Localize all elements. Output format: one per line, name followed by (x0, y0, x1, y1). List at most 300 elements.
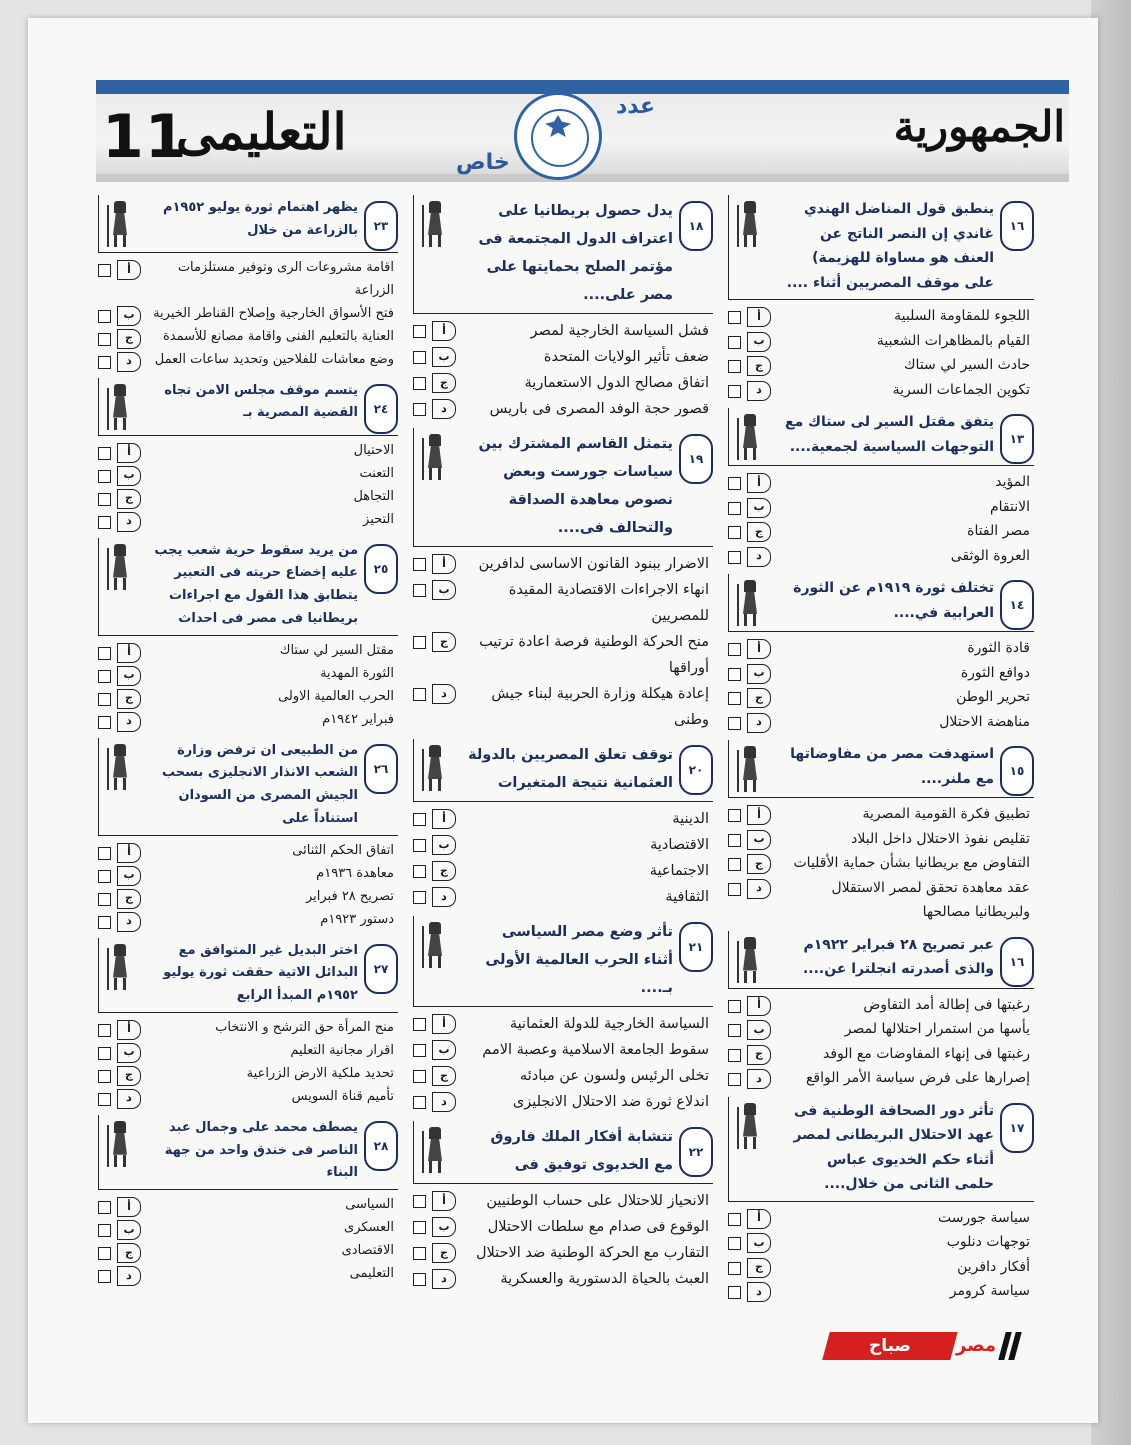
option-text: اتفاق الحكم الثنائى (292, 842, 394, 858)
question-stem-box (728, 1097, 1034, 1202)
answer-option[interactable] (98, 663, 398, 686)
option-letter: د (432, 684, 456, 704)
option-letter: ج (432, 861, 456, 881)
checkbox[interactable] (98, 1070, 111, 1083)
option-text: تطبيق فكرة القومية المصرية (862, 806, 1030, 822)
answer-option[interactable] (98, 1017, 398, 1040)
answer-option[interactable] (413, 1011, 713, 1037)
question-number-badge: ٢٦ (364, 744, 398, 794)
checkbox[interactable] (98, 1270, 111, 1283)
option-letter: ب (117, 1220, 141, 1240)
option-letter: ج (117, 329, 141, 349)
option-text: الاقتصادى (341, 1243, 394, 1258)
checkbox[interactable] (413, 1273, 426, 1286)
answer-option[interactable] (98, 1194, 398, 1217)
checkbox[interactable] (413, 1018, 426, 1031)
question-block (728, 574, 1034, 736)
answer-option[interactable] (98, 1040, 398, 1063)
checkbox[interactable] (728, 526, 741, 539)
checkbox[interactable] (98, 516, 111, 529)
question-stem-box (413, 428, 713, 547)
option-letter: أ (747, 996, 771, 1016)
answer-option[interactable] (728, 636, 1034, 661)
question-stem-box (98, 1115, 398, 1190)
checkbox[interactable] (98, 470, 111, 483)
option-letter: د (432, 1269, 456, 1289)
supplement-title: التعليمى (176, 102, 347, 161)
question-text: يتسم موقف مجلس الامن تجاه القضية المصرية بـ (164, 382, 358, 421)
option-letter: أ (747, 307, 771, 327)
issue-number: 11 (102, 102, 188, 172)
answer-option[interactable] (413, 1063, 713, 1089)
option-text: تأميم قناة السويس (291, 1088, 394, 1104)
question-stem-box (98, 195, 398, 253)
answer-option[interactable] (413, 1188, 713, 1214)
answer-option[interactable] (413, 681, 713, 733)
option-letter: ب (432, 580, 456, 600)
answer-option[interactable] (728, 544, 1034, 569)
option-text: اتفاق مصالح الدول الاستعمارية (524, 375, 709, 391)
answer-option[interactable] (728, 993, 1034, 1018)
question-stem-box (98, 938, 398, 1013)
answer-option[interactable] (413, 884, 713, 910)
checkbox[interactable] (728, 1024, 741, 1037)
answer-option[interactable] (98, 463, 398, 486)
question-block (728, 195, 1034, 404)
answer-option[interactable] (728, 353, 1034, 378)
checkbox[interactable] (98, 670, 111, 683)
option-letter: د (747, 1282, 771, 1302)
checkbox[interactable] (413, 584, 426, 597)
option-letter: ج (747, 854, 771, 874)
answer-option[interactable] (728, 1279, 1034, 1304)
checkbox[interactable] (728, 883, 741, 896)
answer-option[interactable] (728, 495, 1034, 520)
answer-option[interactable] (728, 329, 1034, 354)
question-stem-box (728, 195, 1034, 300)
checkbox[interactable] (728, 668, 741, 681)
checkbox[interactable] (413, 813, 426, 826)
checkbox[interactable] (728, 1286, 741, 1299)
option-text: التقارب مع الحركة الوطنية ضد الاحتلال (476, 1245, 709, 1261)
checkbox[interactable] (98, 916, 111, 929)
answer-option[interactable] (98, 640, 398, 663)
question-block (98, 1115, 398, 1288)
option-letter: ب (747, 1233, 771, 1253)
pharaoh-figure-icon (735, 201, 765, 247)
option-text: أفكار دافرين (957, 1258, 1030, 1275)
option-letter: ج (747, 522, 771, 542)
checkbox[interactable] (98, 1201, 111, 1214)
checkbox[interactable] (728, 311, 741, 324)
option-letter: أ (432, 321, 456, 341)
checkbox[interactable] (98, 493, 111, 506)
option-letter: ب (747, 830, 771, 850)
masthead (96, 80, 1069, 182)
answer-option[interactable] (98, 840, 398, 863)
checkbox[interactable] (98, 264, 111, 277)
question-stem-box (728, 931, 1034, 989)
option-text: التعنت (359, 465, 394, 481)
edition-label: عدد (616, 94, 656, 119)
answer-options (98, 436, 398, 534)
answer-option[interactable] (98, 1263, 398, 1286)
answer-option[interactable] (728, 876, 1034, 925)
answer-option[interactable] (728, 710, 1034, 735)
checkbox[interactable] (413, 1247, 426, 1260)
answer-option[interactable] (413, 1037, 713, 1063)
answer-option[interactable] (413, 1089, 713, 1115)
checkbox[interactable] (728, 502, 741, 515)
checkbox[interactable] (728, 858, 741, 871)
option-text: العروة الوثقى (950, 547, 1030, 564)
answer-option[interactable] (98, 686, 398, 709)
answer-option[interactable] (728, 304, 1034, 329)
answer-option[interactable] (98, 1063, 398, 1086)
option-text: فشل السياسة الخارجية لمصر (530, 323, 709, 339)
option-text: الاجتماعية (649, 863, 709, 879)
answer-option[interactable] (413, 318, 713, 344)
option-text: الثورة المهدية (320, 665, 394, 681)
question-number-badge: ١٩ (679, 434, 713, 484)
question-block (413, 195, 713, 424)
option-text: منح المرأة حق الترشح و الانتخاب (215, 1019, 394, 1035)
option-text: معاهدة ١٩٣٦م (316, 865, 394, 881)
checkbox[interactable] (98, 716, 111, 729)
answer-options (728, 300, 1034, 404)
question-stem-box (98, 378, 398, 436)
checkbox[interactable] (98, 893, 111, 906)
question-block (98, 938, 398, 1111)
checkbox[interactable] (728, 1049, 741, 1062)
option-text: الحرب العالمية الاولى (278, 688, 394, 704)
option-letter: ج (747, 1045, 771, 1065)
checkbox[interactable] (413, 688, 426, 701)
checkbox[interactable] (413, 558, 426, 571)
answer-option[interactable] (728, 519, 1034, 544)
checkbox[interactable] (98, 447, 111, 460)
answer-option[interactable] (728, 1042, 1034, 1067)
option-letter: ج (117, 1066, 141, 1086)
answer-option[interactable] (98, 440, 398, 463)
checkbox[interactable] (728, 1000, 741, 1013)
option-letter: ج (117, 889, 141, 909)
answer-option[interactable] (413, 1214, 713, 1240)
column-left (98, 195, 398, 1292)
option-letter: ب (432, 835, 456, 855)
answer-option[interactable] (728, 1206, 1034, 1231)
answer-option[interactable] (98, 486, 398, 509)
checkbox[interactable] (413, 325, 426, 338)
option-text: إصرارها على فرض سياسة الأمر الواقع (805, 1070, 1030, 1086)
question-stem-box (728, 574, 1034, 632)
answer-option[interactable] (728, 378, 1034, 403)
answer-options (728, 1202, 1034, 1306)
question-number-badge: ٢١ (679, 922, 713, 972)
answer-options (728, 632, 1034, 736)
question-text: يصطف محمد على وجمال عبد الناصر فى خندق واحد من جهة البناء (164, 1119, 358, 1181)
answer-option[interactable] (413, 1240, 713, 1266)
answer-option[interactable] (413, 344, 713, 370)
option-text: توجهات دنلوب (946, 1234, 1030, 1250)
column-right (728, 195, 1034, 1310)
question-text: من الطبيعى ان ترفض وزارة الشعب الانذار الانجليزى بسحب الجيش المصرى من السودان استناداً على (162, 742, 358, 826)
option-letter: ج (432, 1066, 456, 1086)
pharaoh-figure-icon (420, 1127, 450, 1173)
watermark-red-box (822, 1332, 958, 1360)
answer-options (98, 253, 398, 374)
question-stem-box (728, 740, 1034, 798)
option-text: دوافع الثورة (960, 664, 1030, 681)
option-letter: ج (117, 1243, 141, 1263)
option-letter: د (117, 912, 141, 932)
option-text: اقامة مشروعات الرى وتوفير مستلزمات الزراعة (177, 260, 394, 298)
option-letter: ب (432, 1040, 456, 1060)
pharaoh-figure-icon (105, 744, 135, 790)
answer-option[interactable] (413, 551, 713, 577)
option-text: العسكرى (344, 1220, 394, 1235)
checkbox[interactable] (413, 377, 426, 390)
pharaoh-figure-icon (105, 201, 135, 247)
option-text: دستور ١٩٢٣م (320, 911, 394, 927)
question-number-badge: ٢٧ (364, 944, 398, 994)
answer-option[interactable] (98, 1240, 398, 1263)
pharaoh-figure-icon (735, 1103, 765, 1149)
answer-option[interactable] (413, 577, 713, 629)
checkbox[interactable] (728, 717, 741, 730)
checkbox[interactable] (728, 692, 741, 705)
option-text: قادة الثورة (967, 640, 1030, 656)
checkbox[interactable] (98, 310, 111, 323)
option-letter: أ (117, 260, 141, 280)
option-letter: أ (117, 1020, 141, 1040)
question-block (98, 738, 398, 934)
checkbox[interactable] (98, 356, 111, 369)
option-text: منح الحركة الوطنية فرصة اعادة ترتيب أوراقها (479, 634, 709, 676)
question-block (413, 739, 713, 912)
question-stem-box (98, 538, 398, 636)
checkbox[interactable] (413, 1096, 426, 1109)
answer-options (98, 836, 398, 934)
answer-option[interactable] (728, 851, 1034, 876)
checkbox[interactable] (98, 647, 111, 660)
option-letter: د (747, 879, 771, 899)
checkbox[interactable] (728, 1213, 741, 1226)
option-letter: ب (747, 664, 771, 684)
option-text: السياسة الخارجية للدولة العثمانية (509, 1016, 709, 1032)
answer-option[interactable] (728, 470, 1034, 495)
checkbox[interactable] (98, 870, 111, 883)
answer-option[interactable] (98, 909, 398, 932)
answer-option[interactable] (413, 629, 713, 681)
checkbox[interactable] (98, 1224, 111, 1237)
checkbox[interactable] (98, 1093, 111, 1106)
answer-option[interactable] (728, 802, 1034, 827)
question-number-badge: ٢٥ (364, 544, 398, 594)
answer-option[interactable] (98, 326, 398, 349)
option-letter: أ (432, 1191, 456, 1211)
question-block (728, 1097, 1034, 1306)
checkbox[interactable] (98, 333, 111, 346)
option-text: الاحتيال (353, 442, 394, 458)
checkbox[interactable] (728, 643, 741, 656)
question-number-badge: ١٦ (1000, 937, 1034, 987)
checkbox[interactable] (413, 1044, 426, 1057)
checkbox[interactable] (728, 477, 741, 490)
checkbox[interactable] (728, 360, 741, 373)
checkbox[interactable] (98, 1247, 111, 1260)
option-text: سقوط الجامعة الاسلامية وعصبة الامم (482, 1042, 709, 1058)
option-text: مصر الفتاة (967, 523, 1030, 539)
checkbox[interactable] (413, 636, 426, 649)
pharaoh-figure-icon (735, 580, 765, 626)
question-text: اختر البديل غير المتوافق مع البدائل الاتية حققت ثورة يوليو ١٩٥٢م المبدأ الرابع (163, 942, 358, 1003)
answer-option[interactable] (728, 827, 1034, 852)
answer-options (413, 1184, 713, 1294)
option-text: رغبتها فى إطالة أمد التفاوض (863, 996, 1030, 1013)
question-number-badge: ٢٣ (364, 201, 398, 251)
option-letter: ب (117, 466, 141, 486)
question-number-badge: ٢٨ (364, 1121, 398, 1171)
question-number-badge: ١٨ (679, 201, 713, 251)
answer-option[interactable] (98, 303, 398, 326)
answer-option[interactable] (98, 1086, 398, 1109)
question-text: يدل حصول بريطانيا على اعتراف الدول المجتمعة فى مؤتمر الصلح بحمايتها على مصر على.... (478, 203, 673, 303)
special-label: خاص (456, 150, 510, 175)
question-text: استهدفت مصر من مفاوضاتها مع ملنر.... (790, 746, 994, 787)
option-text: تصريح ٢٨ فبراير (305, 888, 394, 904)
answer-option[interactable] (413, 370, 713, 396)
option-text: مقتل السير لي ستاك (279, 642, 394, 658)
answer-option[interactable] (728, 1255, 1034, 1280)
option-letter: د (432, 1092, 456, 1112)
option-text: اللجوء للمقاومة السلبية (894, 308, 1030, 324)
checkbox[interactable] (728, 834, 741, 847)
question-stem-box (413, 916, 713, 1007)
option-letter: أ (747, 639, 771, 659)
question-text: تأثر وضع مصر السياسى أثناء الحرب العالمية الأولى بـ.... (485, 924, 673, 996)
answer-option[interactable] (728, 1230, 1034, 1255)
checkbox[interactable] (413, 1070, 426, 1083)
answer-option[interactable] (728, 685, 1034, 710)
option-letter: ج (117, 689, 141, 709)
option-letter: ج (117, 489, 141, 509)
checkbox[interactable] (728, 1073, 741, 1086)
answer-option[interactable] (98, 709, 398, 732)
option-letter: د (117, 1266, 141, 1286)
option-letter: ج (432, 1243, 456, 1263)
question-number-badge: ١٥ (1000, 746, 1034, 796)
checkbox[interactable] (413, 865, 426, 878)
pharaoh-figure-icon (735, 746, 765, 792)
answer-option[interactable] (98, 509, 398, 532)
checkbox[interactable] (728, 551, 741, 564)
option-text: إعادة هيكلة وزارة الحربية لبناء جيش وطنى (491, 686, 709, 728)
checkbox[interactable] (98, 1047, 111, 1060)
pharaoh-figure-icon (105, 544, 135, 590)
pharaoh-figure-icon (735, 414, 765, 460)
answer-option[interactable] (98, 863, 398, 886)
question-number-badge: ١٧ (1000, 1103, 1034, 1153)
option-letter: أ (117, 843, 141, 863)
answer-option[interactable] (413, 832, 713, 858)
option-text: السياسى (345, 1197, 394, 1212)
option-text: القيام بالمظاهرات الشعبية (876, 332, 1030, 349)
answer-option[interactable] (413, 396, 713, 422)
checkbox[interactable] (413, 1195, 426, 1208)
checkbox[interactable] (98, 693, 111, 706)
question-text: من يريد سقوط حرية شعب يجب عليه إخضاع حريته فى التعبير يتطابق هذا القول مع اجراءات بريطانيا فى مصر فى احداث (154, 542, 358, 626)
option-text: تكوين الجماعات السرية (892, 381, 1030, 398)
answer-options (98, 1190, 398, 1288)
question-text: تأثر دور الصحافة الوطنية فى عهد الاحتلال البريطانى لمصر أثناء حكم الخديوى عباس حلمى الثانى من خلال.... (793, 1102, 994, 1192)
question-text: تتشابة أفكار الملك فاروق مع الخديوى توفيق فى (490, 1129, 673, 1173)
checkbox[interactable] (413, 839, 426, 852)
option-text: رغبتها فى إنهاء المفاوضات مع الوفد (822, 1045, 1030, 1062)
answer-option[interactable] (413, 806, 713, 832)
option-letter: د (747, 1069, 771, 1089)
checkbox[interactable] (728, 1237, 741, 1250)
answer-option[interactable] (98, 257, 398, 303)
pharaoh-figure-icon (420, 201, 450, 247)
answer-option[interactable] (413, 1266, 713, 1292)
question-block (98, 378, 398, 534)
pharaoh-figure-icon (105, 944, 135, 990)
option-text: فبراير ١٩٤٢م (322, 711, 394, 727)
answer-options (413, 802, 713, 912)
option-letter: ج (747, 1258, 771, 1278)
question-block (413, 1121, 713, 1294)
answer-option[interactable] (728, 1066, 1034, 1091)
option-text: يأسها من استمرار احتلالها لمصر (844, 1021, 1030, 1037)
answer-option[interactable] (98, 1217, 398, 1240)
checkbox[interactable] (413, 1221, 426, 1234)
answer-option[interactable] (98, 349, 398, 372)
option-letter: د (747, 381, 771, 401)
option-text: التحيز (363, 511, 394, 527)
answer-option[interactable] (98, 886, 398, 909)
checkbox[interactable] (98, 1024, 111, 1037)
option-text: تقليص نفوذ الاحتلال داخل البلاد (851, 830, 1030, 847)
answer-option[interactable] (728, 1017, 1034, 1042)
question-stem-box (413, 1121, 713, 1184)
checkbox[interactable] (728, 1262, 741, 1275)
answer-option[interactable] (413, 858, 713, 884)
checkbox[interactable] (98, 847, 111, 860)
option-text: تحرير الوطن (956, 689, 1030, 705)
option-letter: أ (117, 443, 141, 463)
answer-option[interactable] (728, 661, 1034, 686)
question-number-badge: ٢٤ (364, 384, 398, 434)
checkbox[interactable] (728, 385, 741, 398)
checkbox[interactable] (728, 809, 741, 822)
question-block (98, 195, 398, 374)
option-letter: أ (432, 809, 456, 829)
option-letter: د (117, 1089, 141, 1109)
checkbox[interactable] (413, 351, 426, 364)
option-text: الوقوع فى صدام مع سلطات الاحتلال (487, 1219, 709, 1235)
option-text: الاقتصادية (650, 837, 709, 853)
option-letter: ج (432, 632, 456, 652)
checkbox[interactable] (728, 336, 741, 349)
pharaoh-figure-icon (735, 937, 765, 983)
checkbox[interactable] (413, 891, 426, 904)
option-letter: ب (747, 498, 771, 518)
masthead-band (96, 80, 1069, 94)
option-text: ضعف تأثير الولايات المتحدة (543, 349, 709, 365)
question-block (728, 740, 1034, 927)
checkbox[interactable] (413, 403, 426, 416)
